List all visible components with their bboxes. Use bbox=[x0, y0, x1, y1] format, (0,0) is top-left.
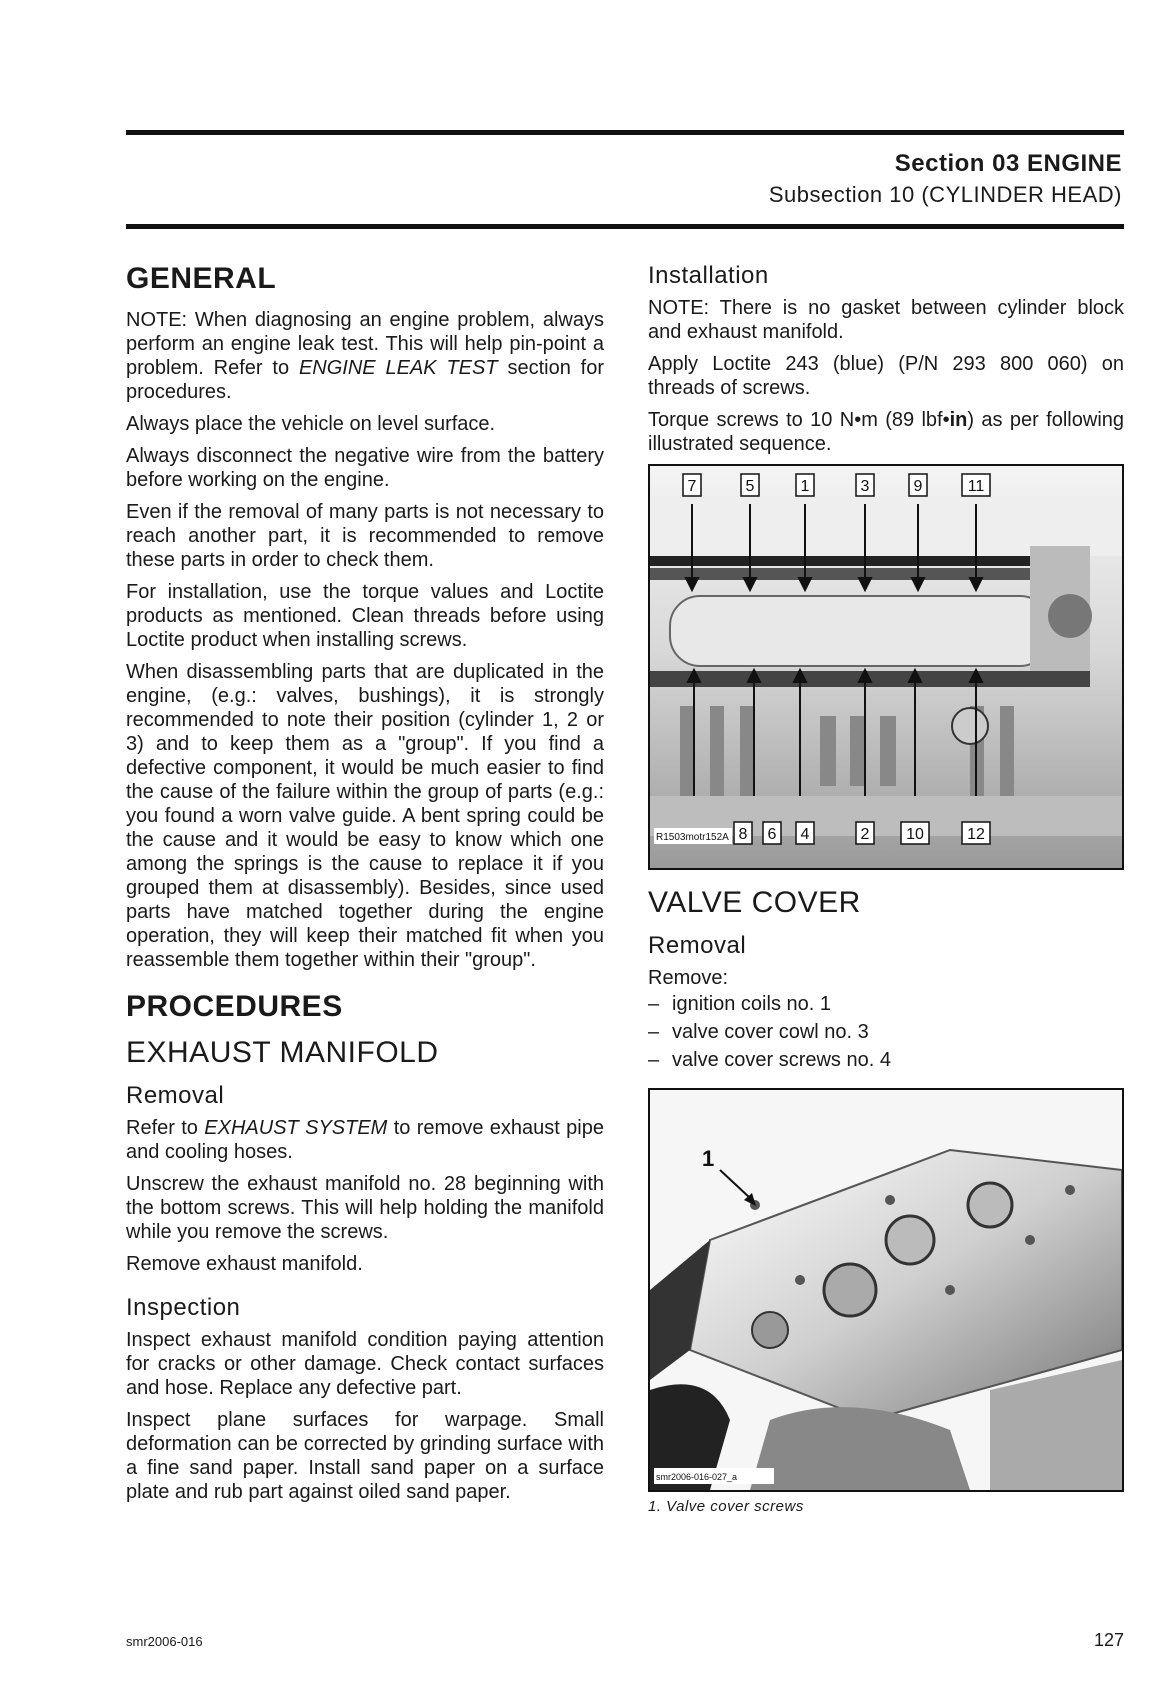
sequence-number-top-1: 7 bbox=[687, 478, 697, 495]
torque-unit-in: in bbox=[949, 409, 968, 431]
valve-cover-title: VALVE COVER bbox=[648, 886, 861, 919]
valve-cover-removal-title: Removal bbox=[648, 932, 747, 959]
figure-code: R1503motr152A bbox=[656, 832, 729, 843]
figure-code: smr2006-016-027_a bbox=[656, 1472, 738, 1482]
list-item: – valve cover screws no. 4 bbox=[648, 1046, 1124, 1074]
general-note: NOTE: When diagnosing an engine problem, always perform an engine leak test. This will help pin-point a problem. Refer to ENGINE LEAK TEST section for procedures. bbox=[126, 309, 605, 403]
removal-list bbox=[648, 990, 1124, 1074]
valve-cover-photo bbox=[650, 1090, 1122, 1490]
general-title: GENERAL bbox=[126, 262, 277, 295]
paragraph-unscrew-manifold: Unscrew the exhaust manifold no. 28 beginning with the bottom screws. This will help holding the manifold while you remove the screws. bbox=[126, 1173, 605, 1243]
right-column bbox=[648, 262, 1124, 1515]
sequence-number-bottom-5: 10 bbox=[906, 826, 924, 843]
sequence-number-bottom-6: 12 bbox=[967, 826, 985, 843]
sequence-number-top-6: 11 bbox=[967, 478, 985, 495]
installation-note: NOTE: There is no gasket between cylinder block and exhaust manifold. bbox=[648, 297, 1125, 343]
subsection-label: Subsection 10 (CYLINDER HEAD) bbox=[768, 182, 1122, 207]
page-header bbox=[769, 150, 1122, 208]
paragraph-remove-manifold: Remove exhaust manifold. bbox=[126, 1253, 363, 1275]
paragraph-removal-advice: Even if the removal of many parts is not necessary to reach another part, it is recommended to remove these parts in order to check them. bbox=[126, 501, 604, 571]
sequence-number-top-4: 3 bbox=[860, 478, 870, 495]
list-item: – valve cover cowl no. 3 bbox=[648, 1018, 1124, 1046]
valve-cover-figure bbox=[648, 1088, 1124, 1492]
header-rule-top bbox=[126, 130, 1124, 135]
paragraph-torque-advice: For installation, use the torque values and Loctite products as mentioned. Clean threads before using Loctite product when installing screws. bbox=[126, 581, 604, 651]
part-number-28: no. 28 bbox=[408, 1173, 467, 1195]
note-label: NOTE: bbox=[126, 309, 188, 331]
exhaust-removal-title: Removal bbox=[126, 1082, 225, 1109]
sequence-number-top-5: 9 bbox=[913, 478, 923, 495]
torque-sequence-figure bbox=[648, 464, 1124, 870]
section-label: Section 03 ENGINE bbox=[894, 150, 1122, 177]
inspection-title: Inspection bbox=[126, 1294, 241, 1321]
list-item: – ignition coils no. 1 bbox=[648, 990, 1124, 1018]
sequence-number-bottom-2: 6 bbox=[767, 826, 777, 843]
exhaust-system-reference: EXHAUST SYSTEM bbox=[204, 1117, 388, 1139]
procedures-title: PROCEDURES bbox=[126, 990, 343, 1023]
sequence-number-top-3: 1 bbox=[800, 478, 810, 495]
header-rule-bottom bbox=[126, 224, 1124, 229]
paragraph-level-surface: Always place the vehicle on level surface. bbox=[126, 413, 496, 435]
installation-title: Installation bbox=[648, 262, 769, 289]
paragraph-inspect-condition: Inspect exhaust manifold condition paying attention for cracks or other damage. Check contact surfaces and hose. Replace any defective part. bbox=[126, 1329, 604, 1399]
page-number: 127 bbox=[1093, 1630, 1124, 1650]
remove-label: Remove: bbox=[648, 967, 729, 989]
note-label: NOTE: bbox=[648, 297, 710, 319]
sequence-number-bottom-3: 4 bbox=[800, 826, 810, 843]
paragraph-inspect-warpage: Inspect plane surfaces for warpage. Small deformation can be corrected by grinding surface with a fine sand paper. Install sand paper on a surface plate and rub part against oiled sand paper. bbox=[126, 1409, 604, 1503]
paragraph-disassembly: When disassembling parts that are duplicated in the engine, (e.g.: valves, bushings), it is strongly recommended to note their position (cylinder 1, 2 or 3) and to keep them as a "group". If you find a defective component, it would be much easier to find the cause of the failure within the group of parts (e.g.: you found a worn valve guide. A bent spring could be the cause and it would be easy to know which one among the springs is the cause to replace it if you grouped them at disassembly). Besides, since used parts have matched together during the engine operation, they will keep their matched fit when you reassemble them together within their "group". bbox=[126, 661, 604, 971]
sequence-number-top-2: 5 bbox=[745, 478, 755, 495]
exhaust-manifold-title: EXHAUST MANIFOLD bbox=[126, 1036, 439, 1069]
sequence-number-bottom-1: 8 bbox=[738, 826, 748, 843]
document-code: smr2006-016 bbox=[126, 1634, 203, 1649]
left-column bbox=[126, 262, 604, 1512]
leak-test-reference: ENGINE LEAK TEST bbox=[298, 357, 498, 379]
paragraph-loctite: Apply Loctite 243 (blue) (P/N 293 800 060) on threads of screws. bbox=[648, 353, 1124, 399]
figure-caption: 1. Valve cover screws bbox=[648, 1498, 804, 1515]
exhaust-manifold-photo bbox=[650, 466, 1122, 868]
callout-number: 1 bbox=[702, 1146, 715, 1171]
sequence-number-bottom-4: 2 bbox=[860, 826, 870, 843]
paragraph-battery: Always disconnect the negative wire from the battery before working on the engine. bbox=[126, 445, 604, 491]
paragraph-torque-screws: Torque screws to 10 N•m (89 lbf•in) as per following illustrated sequence. bbox=[648, 409, 1125, 455]
paragraph-exhaust-ref: Refer to EXHAUST SYSTEM to remove exhaust pipe and cooling hoses. bbox=[126, 1117, 604, 1163]
